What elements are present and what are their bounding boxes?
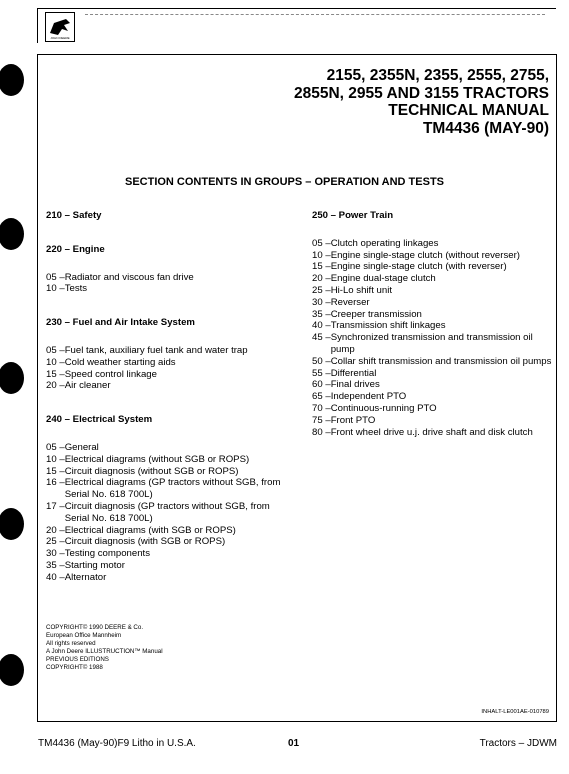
group-title: 230 – Fuel and Air Intake System (46, 317, 195, 329)
header-divider (85, 14, 545, 15)
item-text: Testing components (64, 548, 151, 560)
contents-item (312, 368, 552, 380)
item-number: 05 – (46, 271, 65, 283)
item-text: Synchronized transmission and transmission oil pump (330, 332, 533, 355)
punch-hole-icon (0, 654, 24, 686)
item-number: 10 – (312, 249, 331, 261)
copyright-block (46, 624, 163, 672)
section-heading: SECTION CONTENTS IN GROUPS – OPERATION AND TESTS (124, 176, 445, 188)
contents-item (46, 272, 296, 284)
item-text: Differential (330, 367, 377, 379)
item-number: 75 – (312, 414, 331, 426)
page-number: 01 (288, 738, 300, 749)
contents-item (46, 501, 296, 525)
contents-item (312, 356, 552, 368)
item-text: Fuel tank, auxiliary fuel tank and water trap (64, 344, 248, 356)
item-text: Hi-Lo shift unit (330, 284, 393, 296)
logo-text: JOHN DEERE (50, 36, 70, 40)
left-contents-column (46, 210, 296, 606)
item-number: 30 – (312, 296, 331, 308)
item-number: 35 – (312, 308, 331, 320)
item-text: Alternator (64, 571, 107, 583)
punch-hole-icon (0, 64, 24, 96)
contents-item (46, 466, 296, 478)
copyright-line: All rights reserved (46, 640, 96, 647)
item-number: 35 – (46, 559, 65, 571)
contents-item (312, 391, 552, 403)
item-text: Final drives (330, 379, 380, 391)
contents-item (46, 536, 296, 548)
item-number: 20 – (312, 273, 331, 285)
item-text: Circuit diagnosis (with SGB or ROPS) (64, 536, 226, 548)
item-text: Electrical diagrams (GP tractors without SGB, from Serial No. 618 700L) (64, 477, 281, 501)
item-number: 80 – (312, 426, 331, 438)
manual-title (294, 67, 549, 137)
item-text: Reverser (330, 296, 370, 308)
contents-item (46, 454, 296, 466)
item-text: Air cleaner (64, 380, 111, 392)
contents-item (312, 427, 552, 439)
item-text: Electrical diagrams (without SGB or ROPS) (64, 453, 250, 465)
item-text: Electrical diagrams (with SGB or ROPS) (64, 524, 236, 536)
item-text: Independent PTO (330, 391, 407, 403)
item-text: Circuit diagnosis (GP tractors without SGB, from Serial No. 618 700L) (64, 500, 270, 524)
item-text: Engine dual-stage clutch (330, 273, 436, 285)
item-number: 25 – (46, 536, 65, 548)
group-title: 220 – Engine (46, 243, 105, 255)
item-number: 05 – (312, 237, 331, 249)
item-number: 20 – (46, 524, 65, 536)
contents-item (46, 380, 296, 392)
item-number: 55 – (312, 367, 331, 379)
contents-item (46, 369, 296, 381)
item-text: Continuous-running PTO (330, 402, 437, 414)
title-line: TECHNICAL MANUAL (388, 102, 549, 119)
contents-item (46, 477, 296, 501)
item-text: Speed control linkage (64, 368, 157, 380)
contents-item (312, 238, 552, 250)
document-code: INHALT-LE001AE-010789 (481, 709, 549, 715)
copyright-line: European Office Mannheim (46, 632, 122, 639)
item-number: 65 – (312, 391, 331, 403)
title-line: 2155, 2355N, 2355, 2555, 2755, (326, 67, 549, 84)
contents-item (46, 548, 296, 560)
contents-item (312, 297, 552, 309)
punch-hole-icon (0, 362, 24, 394)
john-deere-logo (45, 12, 75, 42)
contents-item (312, 261, 552, 273)
item-text: Clutch operating linkages (330, 237, 439, 249)
copyright-line: A John Deere ILLUSTRUCTION™ Manual (46, 648, 163, 655)
item-text: Collar shift transmission and transmission oil pumps (330, 355, 552, 367)
contents-item (46, 283, 296, 295)
right-contents-column (312, 210, 552, 460)
contents-item (312, 379, 552, 391)
item-number: 70 – (312, 402, 331, 414)
group-title: 240 – Electrical System (46, 414, 153, 426)
contents-item (46, 525, 296, 537)
item-number: 15 – (46, 465, 65, 477)
copyright-line: COPYRIGHT© 1988 (46, 664, 103, 671)
contents-item (312, 403, 552, 415)
title-line: 2855N, 2955 AND 3155 TRACTORS (293, 84, 549, 102)
item-number: 60 – (312, 379, 331, 391)
item-number: 05 – (46, 441, 65, 453)
contents-group (46, 414, 296, 583)
contents-item (46, 345, 296, 357)
item-text: Engine single-stage clutch (with reverser) (330, 261, 507, 273)
item-number: 40 – (312, 320, 331, 332)
title-line: TM4436 (MAY-90) (422, 119, 549, 137)
copyright-line: PREVIOUS EDITIONS (46, 656, 109, 663)
contents-item (312, 273, 552, 285)
item-number: 16 – (46, 477, 65, 489)
item-text: Front wheel drive u.j. drive shaft and disk clutch (330, 426, 533, 438)
contents-group (46, 317, 296, 392)
item-text: Engine single-stage clutch (without reverser) (330, 249, 520, 261)
item-text: Tests (64, 283, 88, 295)
item-text: Circuit diagnosis (without SGB or ROPS) (64, 465, 239, 477)
item-number: 40 – (46, 571, 65, 583)
contents-item (46, 442, 296, 454)
item-text: Radiator and viscous fan drive (64, 271, 194, 283)
item-text: Transmission shift linkages (330, 320, 446, 332)
item-number: 45 – (312, 332, 331, 344)
contents-item (46, 572, 296, 584)
contents-item (312, 250, 552, 262)
footer-left: TM4436 (May-90)F9 Litho in U.S.A. (38, 738, 196, 749)
contents-item (46, 560, 296, 572)
punch-hole-icon (0, 218, 24, 250)
item-number: 15 – (46, 368, 65, 380)
item-number: 10 – (46, 356, 65, 368)
copyright-line: COPYRIGHT© 1990 DEERE & Co. (46, 624, 144, 631)
item-text: Creeper transmission (330, 308, 422, 320)
item-number: 10 – (46, 453, 65, 465)
item-number: 17 – (46, 500, 65, 512)
item-number: 50 – (312, 355, 331, 367)
contents-group (46, 244, 296, 295)
group-title: 250 – Power Train (312, 210, 394, 221)
item-number: 20 – (46, 380, 65, 392)
contents-item (312, 332, 552, 356)
item-text: General (64, 441, 99, 453)
contents-item (312, 415, 552, 427)
contents-item (312, 309, 552, 321)
item-text: Starting motor (64, 559, 125, 571)
item-number: 10 – (46, 283, 65, 295)
contents-item (312, 320, 552, 332)
contents-item (46, 357, 296, 369)
contents-group (312, 210, 552, 438)
item-number: 05 – (46, 344, 65, 356)
footer-right: Tractors – JDWM (479, 738, 557, 749)
item-number: 30 – (46, 548, 65, 560)
item-number: 25 – (312, 284, 331, 296)
contents-item (312, 285, 552, 297)
group-title: 210 – Safety (46, 210, 102, 221)
punch-hole-icon (0, 508, 24, 540)
item-text: Front PTO (330, 414, 376, 426)
item-number: 15 – (312, 261, 331, 273)
item-text: Cold weather starting aids (64, 356, 176, 368)
contents-group (46, 210, 296, 222)
